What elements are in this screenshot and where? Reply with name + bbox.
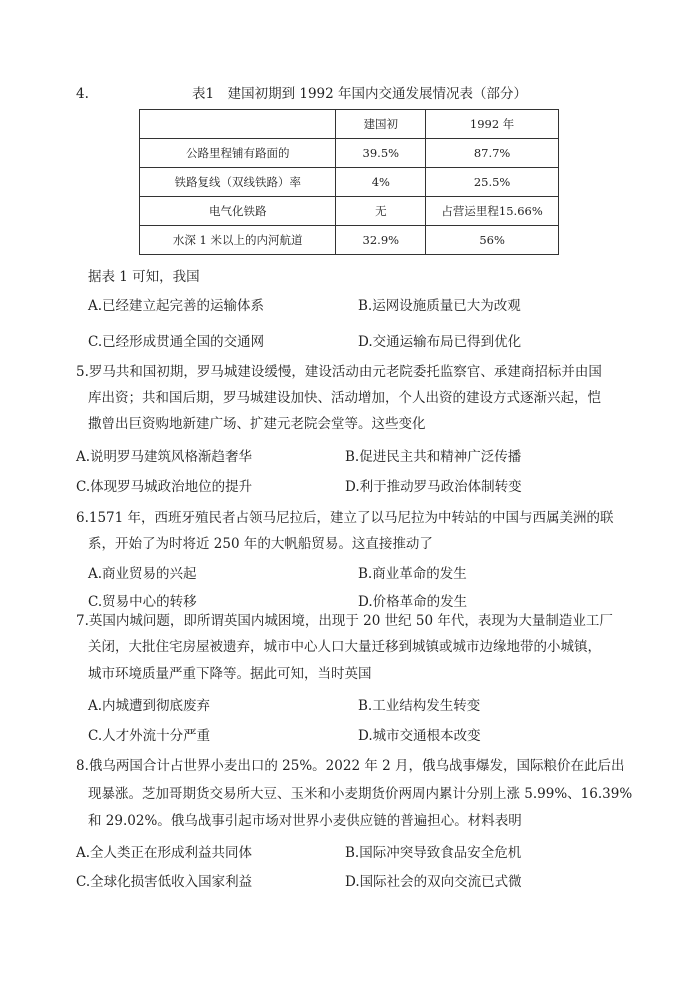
question-6-option-b: B.商业革命的发生 xyxy=(358,566,467,582)
table-cell: 32.9% xyxy=(336,226,426,255)
table-row xyxy=(140,226,559,255)
table-row xyxy=(140,168,559,197)
question-6-line-2: 系，开始了为时将近 250 年的大帆船贸易。这直接推动了 xyxy=(88,536,433,552)
question-5-option-c: C.体现罗马城政治地位的提升 xyxy=(76,479,253,495)
table-cell: 87.7% xyxy=(426,139,559,168)
table-cell: 水深 1 米以上的内河航道 xyxy=(140,226,336,255)
question-8-line-2: 现暴涨。芝加哥期货交易所大豆、玉米和小麦期货价两周内累计分别上涨 5.99%、16.39% xyxy=(88,786,633,802)
question-6-option-c: C.贸易中心的转移 xyxy=(88,594,197,610)
question-6-option-a: A.商业贸易的兴起 xyxy=(88,566,197,582)
table-cell: 25.5% xyxy=(426,168,559,197)
table-header-cell: 建国初 xyxy=(336,110,426,139)
question-8-option-a: A.全人类正在形成利益共同体 xyxy=(76,845,253,861)
table-cell: 4% xyxy=(336,168,426,197)
question-8-option-b: B.国际冲突导致食品安全危机 xyxy=(345,845,522,861)
question-7-option-a: A.内城遭到彻底废弃 xyxy=(88,698,211,714)
question-7-line-2: 关闭，大批住宅房屋被遗弃，城市中心人口大量迁移到城镇或城市边缘地带的小城镇， xyxy=(88,639,601,655)
table-cell: 56% xyxy=(426,226,559,255)
table-cell: 公路里程铺有路面的 xyxy=(140,139,336,168)
question-7-option-d: D.城市交通根本改变 xyxy=(358,728,481,744)
question-4-option-b: B.运网设施质量已大为改观 xyxy=(358,298,521,314)
question-4-option-c: C.已经形成贯通全国的交通网 xyxy=(88,334,265,350)
question-5-line-3: 撒曾出巨资购地新建广场、扩建元老院会堂等。这些变化 xyxy=(88,416,426,432)
question-4-stem: 据表 1 可知，我国 xyxy=(88,269,200,285)
question-6-option-d: D.价格革命的发生 xyxy=(358,594,468,610)
table-cell: 39.5% xyxy=(336,139,426,168)
question-8-option-c: C.全球化损害低收入国家利益 xyxy=(76,874,253,890)
table-cell: 电气化铁路 xyxy=(140,197,336,226)
question-4-option-a: A.已经建立起完善的运输体系 xyxy=(88,298,265,314)
question-7-option-c: C.人才外流十分严重 xyxy=(88,728,211,744)
question-7-option-b: B.工业结构发生转变 xyxy=(358,698,481,714)
table-1 xyxy=(139,109,559,255)
table-cell: 铁路复线（双线铁路）率 xyxy=(140,168,336,197)
question-5-option-b: B.促进民主共和精神广泛传播 xyxy=(345,449,522,465)
table-row xyxy=(140,139,559,168)
question-5-option-a: A.说明罗马建筑风格渐趋奢华 xyxy=(76,449,253,465)
table-cell: 占营运里程15.66% xyxy=(426,197,559,226)
table-cell: 无 xyxy=(336,197,426,226)
question-8-line-1: 8.俄乌两国合计占世界小麦出口的 25%。2022 年 2 月，俄乌战事爆发，国际粮价在此后出 xyxy=(76,758,625,774)
table-header-cell: 1992 年 xyxy=(426,110,559,139)
table-1-title: 表1 建国初期到 1992 年国内交通发展情况表（部分） xyxy=(192,86,528,102)
question-8-line-3: 和 29.02%。俄乌战事引起市场对世界小麦供应链的普遍担心。材料表明 xyxy=(88,813,522,829)
table-row xyxy=(140,197,559,226)
question-5-line-1: 5.罗马共和国初期，罗马城建设缓慢，建设活动由元老院委托监察官、承建商招标并由国 xyxy=(76,364,602,380)
question-7-line-1: 7.英国内城问题，即所谓英国内城困境，出现于 20 世纪 50 年代，表现为大量制造业工厂 xyxy=(76,613,613,629)
question-5-line-2: 库出资；共和国后期，罗马城建设加快、活动增加，个人出资的建设方式逐渐兴起，恺 xyxy=(88,390,601,406)
question-4-number: 4. xyxy=(76,86,89,102)
question-5-option-d: D.利于推动罗马政治体制转变 xyxy=(345,479,522,495)
table-header-row xyxy=(140,110,559,139)
question-7-line-3: 城市环境质量严重下降等。据此可知，当时英国 xyxy=(88,666,372,682)
table-header-cell xyxy=(140,110,336,139)
question-6-line-1: 6.1571 年，西班牙殖民者占领马尼拉后，建立了以马尼拉为中转站的中国与西属美洲的联 xyxy=(76,510,614,526)
question-4-option-d: D.交通运输布局已得到优化 xyxy=(358,334,522,350)
question-8-option-d: D.国际社会的双向交流已式微 xyxy=(345,874,522,890)
